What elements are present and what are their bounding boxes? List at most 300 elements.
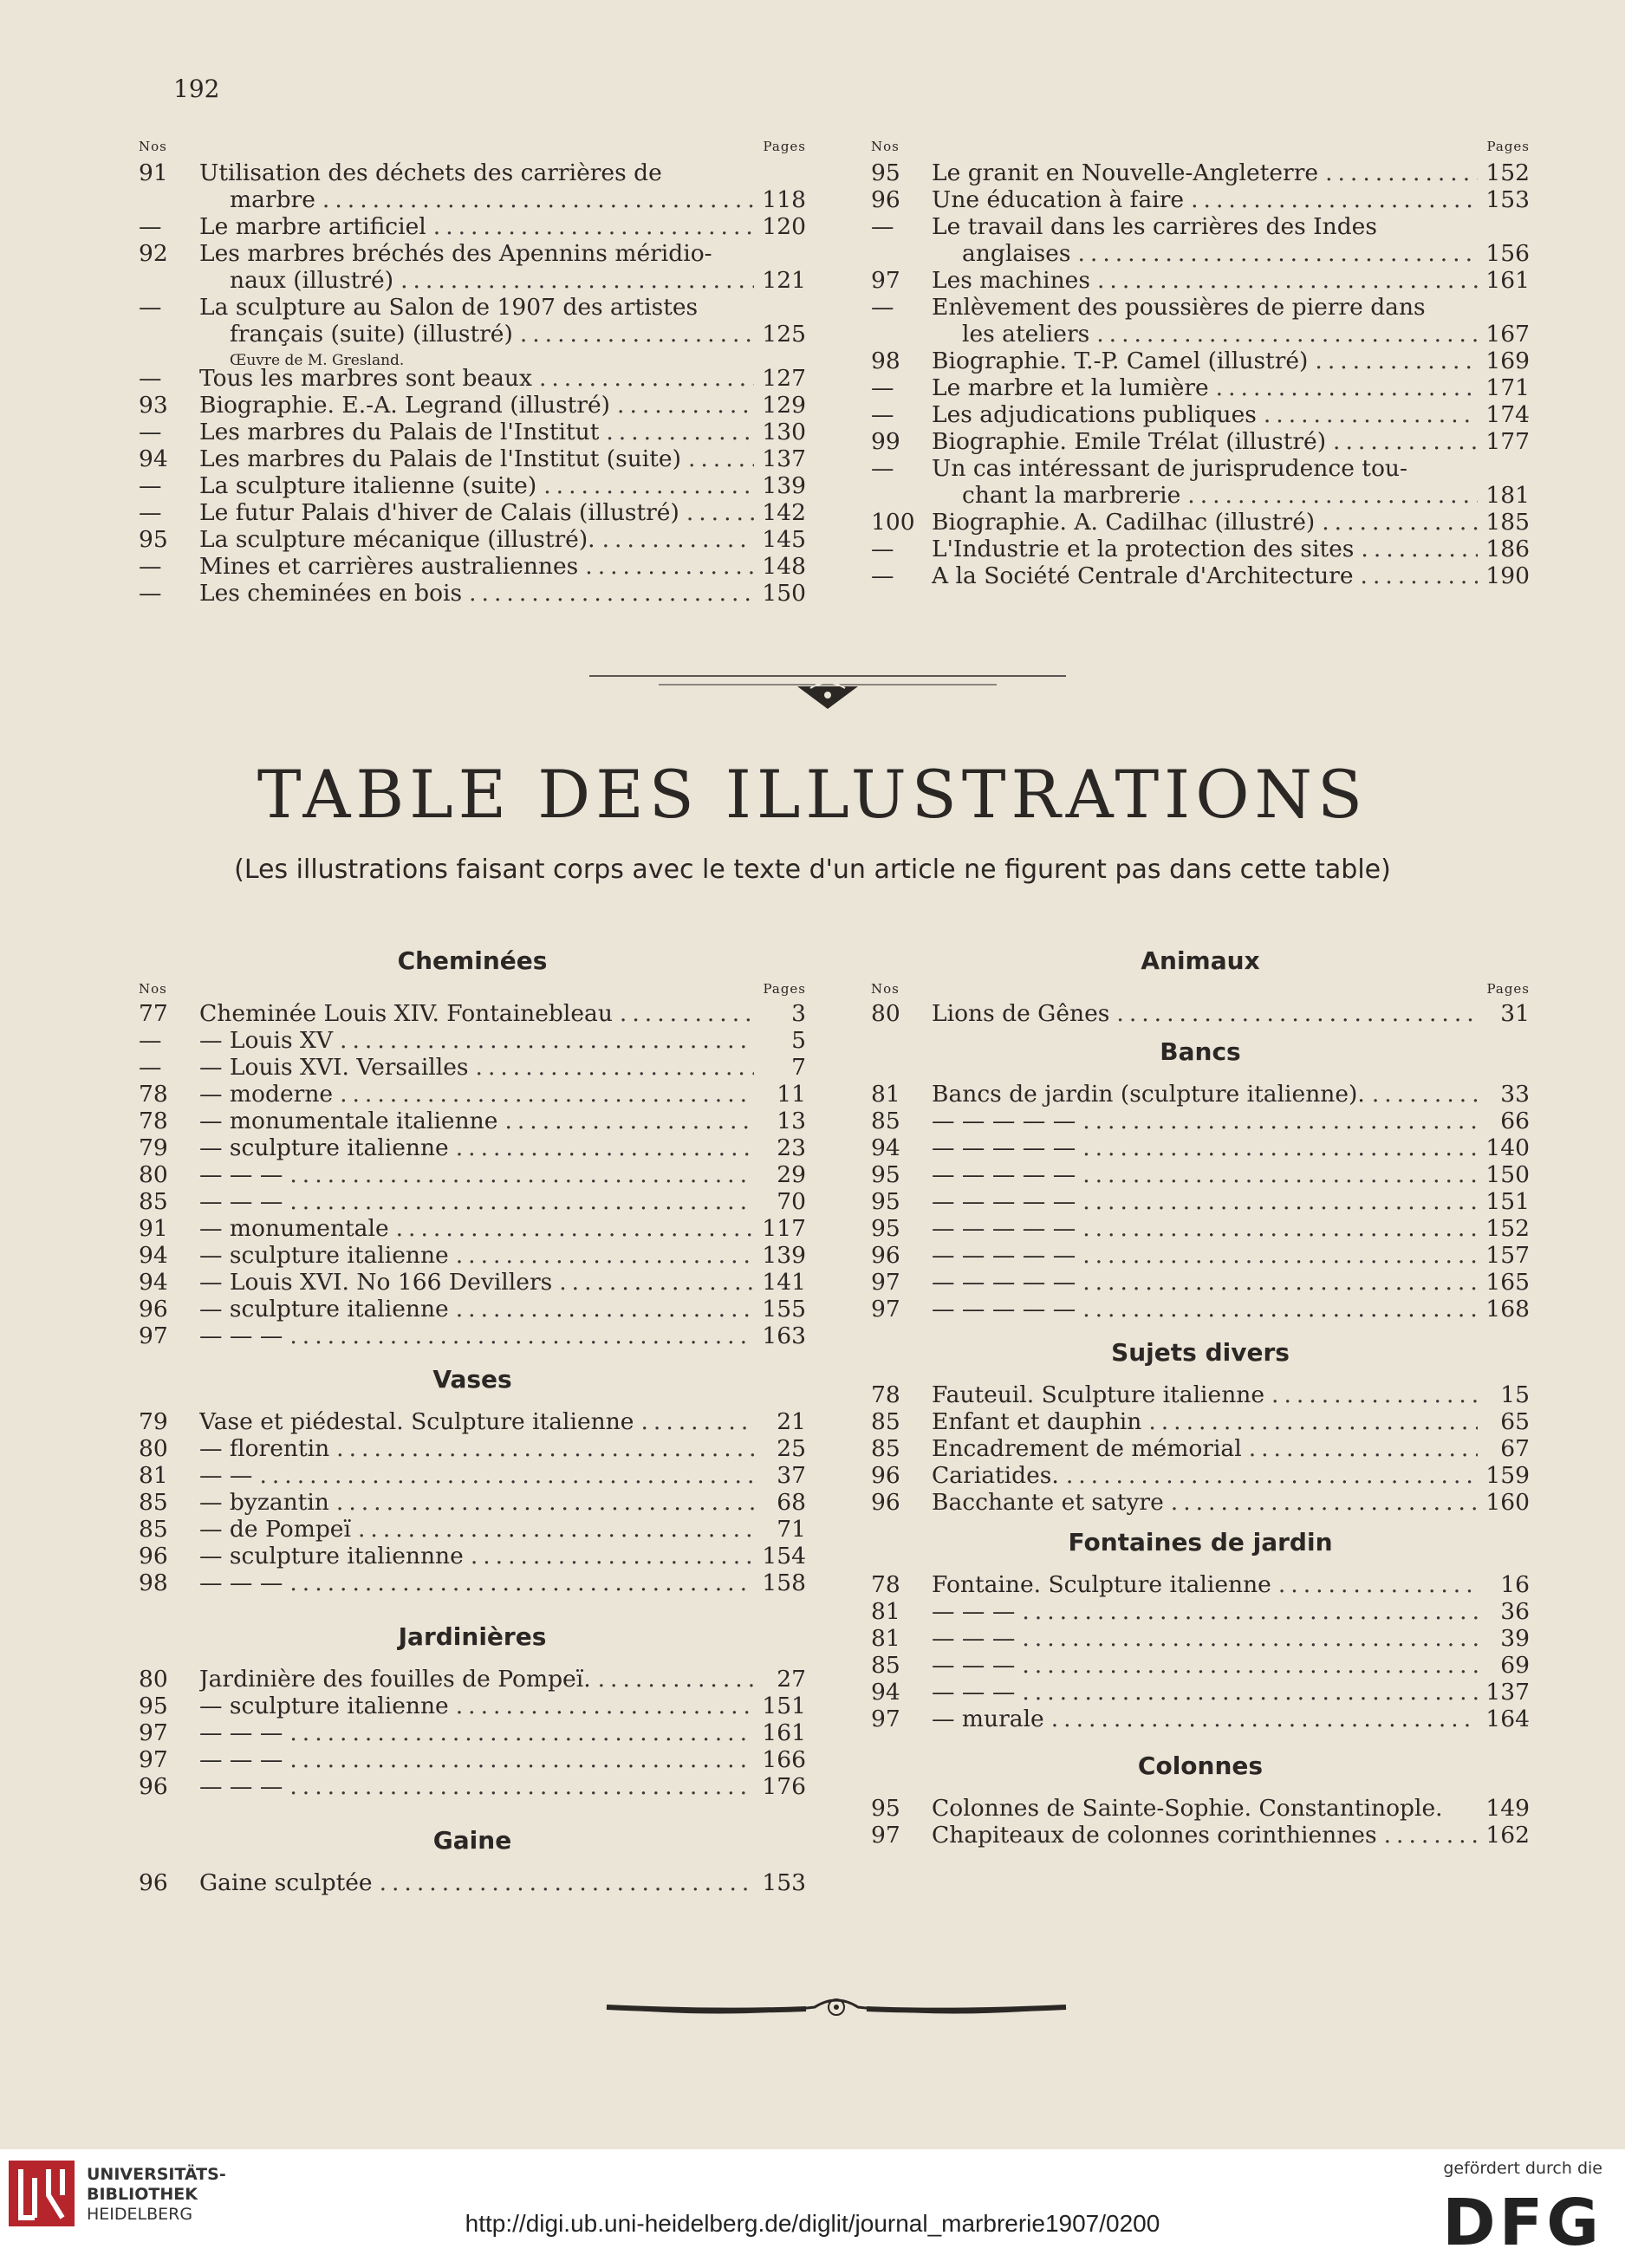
row-number: 94	[139, 1269, 168, 1296]
row-entry	[932, 1822, 1478, 1849]
row-title: — sculpture italiennne	[199, 1543, 464, 1569]
row-entry	[199, 1000, 754, 1027]
table-row	[871, 1381, 1530, 1408]
table-row	[871, 1108, 1530, 1134]
row-number: —	[871, 562, 894, 589]
leader-dots	[552, 1269, 754, 1296]
row-title: — sculpture italienne	[199, 1693, 449, 1719]
row-entry	[962, 321, 1478, 348]
row-page: 168	[1485, 1296, 1530, 1322]
row-entry	[199, 472, 754, 499]
row-page: 65	[1500, 1408, 1530, 1435]
row-number: 96	[139, 1543, 168, 1569]
leader-dots	[1076, 1296, 1478, 1322]
leader-dots	[449, 1296, 754, 1322]
row-page: 117	[762, 1215, 806, 1242]
row-page: 145	[762, 526, 806, 553]
row-page: 150	[1485, 1161, 1530, 1188]
row-title: — de Pompeï	[199, 1516, 351, 1543]
row-title: — — — — —	[932, 1161, 1076, 1188]
row-number: 94	[139, 1242, 168, 1269]
row-title: — Louis XVI. No 166 Devillers	[199, 1269, 553, 1296]
table-row	[139, 1161, 806, 1188]
row-page: 142	[762, 499, 806, 526]
row-title: Encadrement de mémorial	[932, 1435, 1242, 1462]
row-page: 151	[762, 1693, 806, 1719]
leader-dots	[283, 1161, 754, 1188]
digital-copy-url[interactable]: http://digi.ub.uni-heidelberg.de/diglit/journal_marbrerie1907/0200	[465, 2210, 1160, 2237]
row-page: 67	[1500, 1435, 1530, 1462]
row-entry	[932, 1188, 1478, 1215]
section-heading: Sujets divers	[1111, 1338, 1290, 1367]
table-row	[139, 1569, 806, 1596]
row-page: 151	[1485, 1188, 1530, 1215]
leader-dots	[1354, 536, 1478, 562]
row-entry	[199, 1242, 754, 1269]
row-title: Enlèvement des poussières de pierre dans	[932, 294, 1426, 321]
footer-bar	[0, 2149, 1625, 2268]
row-number: 78	[871, 1571, 900, 1598]
column-header-no: Nos	[871, 139, 900, 154]
row-title: — — — — —	[932, 1296, 1076, 1322]
table-row	[871, 562, 1530, 589]
row-number: 78	[139, 1081, 168, 1108]
row-title: — — — — —	[932, 1134, 1076, 1161]
row-entry	[199, 240, 754, 267]
row-title: — — —	[199, 1746, 283, 1773]
row-number: 80	[139, 1435, 168, 1462]
row-entry	[932, 562, 1478, 589]
row-title: Les marbres du Palais de l'Institut	[199, 419, 600, 445]
table-row	[871, 1081, 1530, 1108]
leader-dots	[283, 1773, 754, 1800]
column-header-pages: Pages	[1486, 139, 1530, 154]
table-row	[139, 1693, 806, 1719]
row-number: 97	[871, 1269, 900, 1296]
dfg-logo: DFG	[1442, 2186, 1602, 2260]
row-title: Fontaine. Sculpture italienne	[932, 1571, 1271, 1598]
row-page: 152	[1485, 1215, 1530, 1242]
leader-dots	[1070, 240, 1478, 267]
table-row	[871, 536, 1530, 562]
section-heading: Vases	[432, 1365, 512, 1394]
table-row	[139, 1773, 806, 1800]
leader-dots	[1264, 1381, 1478, 1408]
table-row	[139, 472, 806, 499]
row-title: Une éducation à faire	[932, 186, 1185, 213]
row-number: 78	[139, 1108, 168, 1134]
row-page: 149	[1485, 1795, 1530, 1822]
table-row	[139, 1322, 806, 1349]
row-title: — moderne	[199, 1081, 334, 1108]
table-row	[139, 1746, 806, 1773]
row-page: 31	[1500, 1000, 1530, 1027]
row-page: 33	[1500, 1081, 1530, 1108]
row-entry	[932, 1435, 1478, 1462]
row-entry	[199, 1773, 754, 1800]
row-entry	[199, 1869, 754, 1896]
leader-dots	[1015, 1652, 1478, 1679]
row-entry	[199, 580, 754, 607]
row-number: 95	[871, 1215, 900, 1242]
row-number: 80	[139, 1666, 168, 1693]
row-number: 97	[871, 1706, 900, 1732]
row-number: 79	[139, 1134, 168, 1161]
table-row	[871, 240, 1530, 267]
table-row	[139, 240, 806, 267]
row-title: — — —	[199, 1569, 283, 1596]
table-row	[139, 1054, 806, 1081]
table-row	[871, 159, 1530, 186]
leader-dots	[1089, 321, 1478, 348]
row-number: —	[139, 580, 162, 607]
row-title: Utilisation des déchets des carrières de	[199, 159, 662, 186]
leader-dots	[1271, 1571, 1478, 1598]
table-row	[871, 1000, 1530, 1027]
row-entry	[199, 365, 754, 392]
leader-dots	[1257, 401, 1478, 428]
row-number: 92	[139, 240, 168, 267]
row-entry	[932, 1489, 1478, 1516]
row-title: — — — — —	[932, 1242, 1076, 1269]
row-entry	[932, 1381, 1478, 1408]
table-row	[139, 499, 806, 526]
leader-dots	[283, 1188, 754, 1215]
leader-dots	[532, 365, 754, 392]
row-title: — — —	[932, 1679, 1016, 1706]
row-title: Chapiteaux de colonnes corinthiennes	[932, 1822, 1377, 1849]
table-row	[871, 509, 1530, 536]
leader-dots	[252, 1462, 754, 1489]
table-row	[139, 1242, 806, 1269]
row-page: 21	[777, 1408, 806, 1435]
leader-dots	[1044, 1706, 1478, 1732]
row-number: —	[871, 536, 894, 562]
row-page: 66	[1500, 1108, 1530, 1134]
row-entry	[932, 186, 1478, 213]
row-page: 158	[762, 1569, 806, 1596]
table-row	[871, 1598, 1530, 1625]
row-entry	[932, 455, 1478, 482]
row-page: 71	[777, 1516, 806, 1543]
row-title: Biographie. Emile Trélat (illustré)	[932, 428, 1327, 455]
row-title: Vase et piédestal. Sculpture italienne	[199, 1408, 634, 1435]
row-entry	[199, 1719, 754, 1746]
row-title: Lions de Gênes	[932, 1000, 1110, 1027]
row-page: 25	[777, 1435, 806, 1462]
row-entry	[199, 1027, 754, 1054]
row-page: 137	[1485, 1679, 1530, 1706]
row-entry	[932, 1269, 1478, 1296]
table-row	[871, 1625, 1530, 1652]
table-row	[871, 1706, 1530, 1732]
row-entry	[932, 1598, 1478, 1625]
row-entry	[199, 1489, 754, 1516]
section-heading: Bancs	[1160, 1037, 1241, 1066]
row-entry	[932, 1652, 1478, 1679]
leader-dots	[1377, 1822, 1478, 1849]
table-row	[139, 186, 806, 213]
table-row	[871, 1652, 1530, 1679]
leader-dots	[426, 213, 754, 240]
row-entry	[199, 526, 754, 553]
row-page: 163	[762, 1322, 806, 1349]
leader-dots	[1318, 159, 1478, 186]
leader-dots	[449, 1134, 754, 1161]
row-page: 141	[762, 1269, 806, 1296]
row-entry	[199, 419, 754, 445]
leader-dots	[329, 1435, 754, 1462]
row-title: naux (illustré)	[230, 267, 394, 294]
row-number: 97	[139, 1322, 168, 1349]
row-title: Biographie. A. Cadilhac (illustré)	[932, 509, 1316, 536]
table-row	[871, 401, 1530, 428]
table-row	[871, 1489, 1530, 1516]
row-number: 85	[139, 1516, 168, 1543]
row-title: L'Industrie et la protection des sites	[932, 536, 1355, 562]
row-page: 185	[1485, 509, 1530, 536]
leader-dots	[1180, 482, 1478, 509]
table-row	[139, 213, 806, 240]
row-title: — Louis XVI. Versailles	[199, 1054, 469, 1081]
row-entry	[932, 1679, 1478, 1706]
column-header-pages: Pages	[763, 981, 806, 997]
row-title: Œuvre de M. Gresland.	[230, 352, 405, 369]
row-page: 150	[762, 580, 806, 607]
table-row	[139, 445, 806, 472]
row-page: 186	[1485, 536, 1530, 562]
row-entry	[199, 1215, 754, 1242]
table-row	[139, 321, 806, 348]
row-entry	[199, 1054, 754, 1081]
row-page: 148	[762, 553, 806, 580]
table-row	[139, 1666, 806, 1693]
leader-dots	[634, 1408, 754, 1435]
leader-dots	[462, 580, 754, 607]
table-row	[139, 1543, 806, 1569]
leader-dots	[393, 267, 754, 294]
row-page: 39	[1500, 1625, 1530, 1652]
table-row	[871, 1679, 1530, 1706]
leader-dots	[681, 445, 754, 472]
row-entry	[932, 1706, 1478, 1732]
row-title: Un cas intéressant de jurisprudence tou-	[932, 455, 1407, 482]
table-row	[139, 1408, 806, 1435]
leader-dots	[1308, 348, 1478, 374]
row-number: 98	[139, 1569, 168, 1596]
page-number: 192	[173, 75, 220, 103]
row-title: Colonnes de Sainte-Sophie. Constantinople.	[932, 1795, 1443, 1822]
row-entry	[932, 1462, 1478, 1489]
row-entry	[199, 294, 754, 321]
row-number: 99	[871, 428, 900, 455]
row-page: 27	[777, 1666, 806, 1693]
university-name-line3: HEIDELBERG	[87, 2205, 193, 2224]
row-number: 85	[871, 1435, 900, 1462]
row-title: Les marbres bréchés des Apennins méridio-	[199, 240, 712, 267]
row-page: 177	[1485, 428, 1530, 455]
leader-dots	[1209, 374, 1478, 401]
row-title: — — —	[932, 1652, 1016, 1679]
row-entry	[199, 1516, 754, 1543]
row-page: 181	[1485, 482, 1530, 509]
row-title: Bancs de jardin (sculpture italienne).	[932, 1081, 1365, 1108]
table-row	[139, 419, 806, 445]
row-page: 36	[1500, 1598, 1530, 1625]
leader-dots	[595, 526, 754, 553]
row-page: 153	[1485, 186, 1530, 213]
funded-by-label: gefördert durch die	[1443, 2159, 1602, 2178]
row-title: Cheminée Louis XIV. Fontainebleau	[199, 1000, 613, 1027]
table-row	[139, 553, 806, 580]
row-number: 79	[139, 1408, 168, 1435]
row-page: 164	[1485, 1706, 1530, 1732]
table-row	[871, 455, 1530, 482]
row-page: 161	[762, 1719, 806, 1746]
leader-dots	[283, 1746, 754, 1773]
leader-dots	[1326, 428, 1478, 455]
table-row	[871, 1408, 1530, 1435]
leader-dots	[1015, 1679, 1478, 1706]
leader-dots	[1076, 1108, 1478, 1134]
row-page: 7	[791, 1054, 806, 1081]
row-entry	[230, 267, 754, 294]
row-title: La sculpture au Salon de 1907 des artistes	[199, 294, 699, 321]
table-row	[139, 267, 806, 294]
row-number: —	[871, 374, 894, 401]
table-row	[139, 1081, 806, 1108]
row-page: 167	[1485, 321, 1530, 348]
row-title: — — —	[199, 1719, 283, 1746]
row-number: 96	[139, 1869, 168, 1896]
row-number: —	[139, 419, 162, 445]
leader-dots	[283, 1322, 754, 1349]
leader-dots	[1315, 509, 1478, 536]
row-entry	[932, 1625, 1478, 1652]
table-row	[139, 1027, 806, 1054]
column-header-no: Nos	[139, 139, 167, 154]
table-row	[871, 186, 1530, 213]
leader-dots	[578, 553, 754, 580]
row-entry	[230, 321, 754, 348]
row-number: —	[871, 401, 894, 428]
row-number: 85	[871, 1652, 900, 1679]
row-title: les ateliers	[962, 321, 1090, 348]
table-row	[871, 1242, 1530, 1269]
leader-dots	[464, 1543, 754, 1569]
row-entry	[199, 1435, 754, 1462]
table-row	[139, 1462, 806, 1489]
row-entry	[199, 1408, 754, 1435]
row-number: 97	[871, 1822, 900, 1849]
row-number: 81	[871, 1081, 900, 1108]
leader-dots	[513, 321, 754, 348]
row-number: 85	[871, 1408, 900, 1435]
row-title: Cariatides.	[932, 1462, 1059, 1489]
row-entry	[199, 1666, 754, 1693]
row-entry	[199, 1081, 754, 1108]
leader-dots	[283, 1719, 754, 1746]
leader-dots	[333, 1081, 754, 1108]
row-number: 97	[871, 1296, 900, 1322]
row-entry	[199, 1161, 754, 1188]
university-name-line2: BIBLIOTHEK	[87, 2185, 198, 2204]
table-row	[871, 321, 1530, 348]
row-title: — — —	[199, 1773, 283, 1800]
row-number: —	[139, 499, 162, 526]
table-row	[871, 1161, 1530, 1188]
illustrations-table-subtitle: (Les illustrations faisant corps avec le texte d'un article ne figurent pas dans cette table)	[234, 855, 1391, 885]
section-heading: Cheminées	[397, 946, 548, 975]
row-page: 69	[1500, 1652, 1530, 1679]
row-number: —	[871, 213, 894, 240]
row-title: Gaine sculptée	[199, 1869, 373, 1896]
row-title: — Louis XV	[199, 1027, 334, 1054]
leader-dots	[373, 1869, 754, 1896]
row-entry	[932, 1242, 1478, 1269]
row-entry	[962, 482, 1478, 509]
row-title: chant la marbrerie	[962, 482, 1181, 509]
table-row	[139, 1435, 806, 1462]
row-page: 15	[1500, 1381, 1530, 1408]
row-title: Tous les marbres sont beaux	[199, 365, 532, 392]
row-page: 139	[762, 1242, 806, 1269]
row-page: 118	[762, 186, 806, 213]
row-title: Le travail dans les carrières des Indes	[932, 213, 1377, 240]
row-title: anglaises	[962, 240, 1071, 267]
row-title: Enfant et dauphin	[932, 1408, 1142, 1435]
row-page: 152	[1485, 159, 1530, 186]
table-row	[139, 1719, 806, 1746]
row-page: 129	[762, 392, 806, 419]
row-page: 160	[1485, 1489, 1530, 1516]
row-title: — monumentale italienne	[199, 1108, 498, 1134]
row-entry	[932, 1134, 1478, 1161]
row-entry	[932, 1108, 1478, 1134]
row-page: 13	[777, 1108, 806, 1134]
row-page: 70	[777, 1188, 806, 1215]
leader-dots	[536, 472, 754, 499]
row-page: 153	[762, 1869, 806, 1896]
row-title: — — — — —	[932, 1269, 1076, 1296]
row-number: 95	[871, 1795, 900, 1822]
table-row	[139, 1215, 806, 1242]
row-number: —	[139, 365, 162, 392]
leader-dots	[1109, 1000, 1478, 1027]
table-row	[871, 1571, 1530, 1598]
row-page: 3	[791, 1000, 806, 1027]
section-heading: Jardinières	[398, 1622, 547, 1651]
row-page: 176	[762, 1773, 806, 1800]
row-number: —	[139, 553, 162, 580]
leader-dots	[1184, 186, 1478, 213]
row-title: Biographie. E.-A. Legrand (illustré)	[199, 392, 611, 419]
table-row	[139, 526, 806, 553]
row-entry	[932, 374, 1478, 401]
leader-dots	[610, 392, 754, 419]
row-page: 155	[762, 1296, 806, 1322]
row-title: marbre	[230, 186, 315, 213]
row-page: 125	[762, 321, 806, 348]
row-entry	[199, 1693, 754, 1719]
row-page: 156	[1485, 240, 1530, 267]
table-row	[139, 159, 806, 186]
table-row	[139, 1489, 806, 1516]
row-title: — — — — —	[932, 1188, 1076, 1215]
ornament-divider-bottom	[598, 1990, 1075, 2024]
row-page: 120	[762, 213, 806, 240]
row-entry	[199, 1269, 754, 1296]
